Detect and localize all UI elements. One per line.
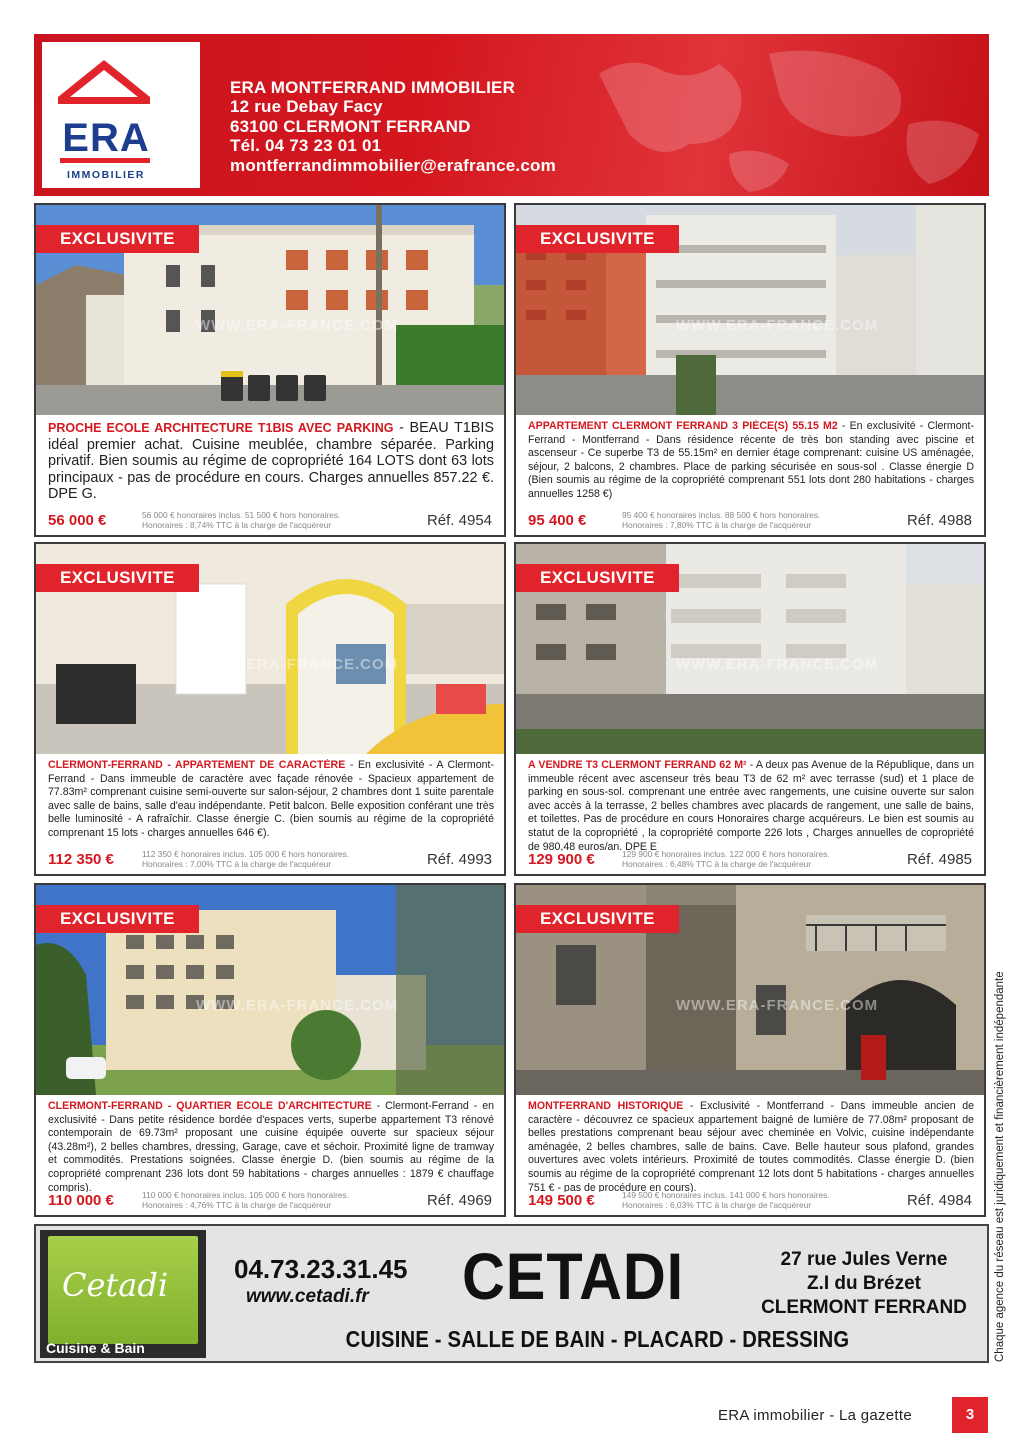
listing-reference: Réf. 4993 [426,851,492,868]
listing-fees [622,849,872,869]
listing-price: 110 000 € [48,1192,114,1209]
listing-fees [142,849,392,869]
fees-line: 56 000 € honoraires inclus. 51 500 € hors honoraires. [142,510,341,520]
property-photo[interactable] [36,885,504,1095]
fees-line: Honoraires : 7,80% TTC à la charge de l'acquéreur [622,520,812,530]
listing-reference: Réf. 4985 [906,851,972,868]
listing-price-bar [516,509,984,535]
listing-body: - BEAU T1BIS idéal premier achat. Cuisine meublée, chambre séparée. Parking privatif. Bien soumis au régime de copropriété 164 LOTS dont 63 lots principaux - pas de procédure en cours. Charges annuelles 857.22 €. DPE G. [48,420,494,503]
agency-header [34,34,989,196]
page-number: 3 [952,1397,988,1433]
photo-watermark: WWW.ERA-FRANCE.COM [676,997,879,1014]
listing-card[interactable] [514,542,986,876]
property-photo[interactable] [36,205,504,415]
era-logo-mark-icon [42,42,200,188]
listing-price-bar [36,509,504,535]
exclusivity-badge: EXCLUSIVITE [36,564,199,592]
listing-card[interactable] [514,883,986,1217]
listing-description [48,1100,494,1192]
listing-headline: CLERMONT-FERRAND - APPARTEMENT DE CARACTÈRE [48,759,346,771]
fees-line: Honoraires : 6,48% TTC à la charge de l'acquéreur [622,859,812,869]
listing-headline: APPARTEMENT CLERMONT FERRAND 3 PIÈCE(S) 55.15 M2 [528,420,838,432]
listing-reference: Réf. 4954 [426,512,492,529]
exclusivity-badge: EXCLUSIVITE [36,225,199,253]
fees-line: Honoraires : 7,00% TTC à la charge de l'acquéreur [142,859,332,869]
listing-body: - Exclusivité - Montferrand - Dans immeuble ancien de caractère - découvrez ce spacieux appartement baigné de lumière de 77.08m² proposant de belles prestations comprenant beau séjour avec cheminée en Volvic, cuisine indépendante aménagée, 2 belles chambres, salle de bains. Cave. Belle hauteur sous plafond, grandes ouvertures avec volets intérieurs. Proximité de toutes commodités. Classe énergie D. (bien soumis au régime de la copropriété comprenant 12 lots dont 5 habitations - charges annuelles 751 € - pas de procédure en cours). [528,1100,974,1192]
fees-line: 95 400 € honoraires inclus. 88 500 € hors honoraires. [622,510,821,520]
footer-title: ERA immobilier - La gazette [718,1407,913,1424]
listing-body: - En exclusivité - A Clermont-Ferrand - Dans immeuble de caractère avec façade rénovée - Spacieux appartement de 77.83m² comprenant cuisine semi-ouverte sur salon-séjour, 2 chambres dont 1 suite parentale avec salle de bains, salle d'eau indépendante. Petit balcon. Belle exposition conférant une très belle luminosité - A rafraîchir. Classe énergie C. (bien soumis au régime de la copropriété comprenant 15 lots - charges annuelles 646 €). [48,759,494,839]
fees-line: 112 350 € honoraires inclus. 105 000 € hors honoraires. [142,849,350,859]
listing-reference: Réf. 4984 [906,1192,972,1209]
fees-line: 129 900 € honoraires inclus. 122 000 € hors honoraires. [622,849,830,859]
listing-price-bar [516,848,984,874]
advert-brand: CETADI [462,1239,685,1313]
independence-disclaimer: Chaque agence du réseau est juridiquement et financièrement indépendante [994,971,1006,1362]
fees-line: Honoraires : 8,74% TTC à la charge de l'acquéreur [142,520,332,530]
listing-price: 95 400 € [528,512,587,529]
listing-card[interactable] [514,203,986,537]
agency-contact [230,78,556,175]
property-photo[interactable] [516,544,984,754]
listing-reference: Réf. 4988 [906,512,972,529]
listing-price: 112 350 € [48,851,114,868]
listing-body: - Clermont-Ferrand - en exclusivité - Dans petite résidence bordée d'espaces verts, superbe appartement T3 rénové contemporain de 69.73m² proposant une cuisine équipée ouverte sur spacieux séjour (43.28m²), 2 belles chambres, dressing, Garage, cave et séchoir. Proximité ligne de tramway et commodités. Prestations soignées. Classe énergie D. (bien soumis au régime de la copropriété comprenant 236 lots dont 59 habitations - charges annuelles : 1879 € chauffage compris). [48,1100,494,1192]
listing-fees [142,1190,392,1210]
listing-fees [622,1190,872,1210]
listing-price: 129 900 € [528,851,595,868]
cetadi-advert[interactable] [34,1224,989,1363]
listing-card[interactable] [34,203,506,537]
listing-description [528,759,974,851]
listing-headline: PROCHE ECOLE ARCHITECTURE T1BIS AVEC PARKING [48,421,394,435]
property-photo[interactable] [516,885,984,1095]
property-photo[interactable] [36,544,504,754]
photo-watermark: WWW.ERA-FRANCE.COM [196,317,399,334]
listing-headline: MONTFERRAND HISTORIQUE [528,1100,684,1112]
listing-price: 149 500 € [528,1192,595,1209]
agency-city: 63100 CLERMONT FERRAND [230,116,471,136]
era-logo [42,42,200,188]
fees-line: 149 500 € honoraires inclus. 141 000 € hors honoraires. [622,1190,830,1200]
advert-phone[interactable]: 04.73.23.31.45 [234,1254,408,1284]
fees-line: 110 000 € honoraires inclus. 105 000 € hors honoraires. [142,1190,350,1200]
agency-name: ERA MONTFERRAND IMMOBILIER [230,78,516,97]
property-photo[interactable] [516,205,984,415]
advert-address [748,1248,980,1320]
agency-street: 12 rue Debay Facy [230,97,383,117]
world-map-decoration [569,34,989,196]
listing-body: - A deux pas Avenue de la République, dans un immeuble récent avec ascenseur très beau T3 de 62 m² avec terrasse (sud) et 1 place de parking en sous-sol. comprenant une entrée avec rangements, une cuisine ouverte sur salon avec accès à la terrasse, 2 belles chambres avec placards de rangement, une salle de bains, et toilettes. Pas de procédure en cours Honoraires charge acquéreurs. Le bien est soumis au statut de la copropriété , la copropriété comporte 226 lots , Charges annuelles de copropriété de 980,48 euros/an. DPE E [528,759,974,851]
cetadi-logo [40,1230,206,1358]
listing-description [48,759,494,851]
listing-fees [142,510,392,530]
fees-line: Honoraires : 6,03% TTC à la charge de l'acquéreur [622,1200,812,1210]
listing-description [528,1100,974,1192]
era-logo-text: ERA [62,116,150,160]
advert-address-line: CLERMONT FERRAND [761,1297,967,1318]
listing-description [48,420,494,512]
exclusivity-badge: EXCLUSIVITE [516,905,679,933]
photo-watermark: WWW.ERA-FRANCE.COM [676,317,879,334]
exclusivity-badge: EXCLUSIVITE [516,225,679,253]
photo-watermark: WWW.ERA-FRANCE.COM [196,656,399,673]
advert-website[interactable]: www.cetadi.fr [246,1286,369,1307]
advert-address-line: 27 rue Jules Verne [780,1249,948,1270]
exclusivity-badge: EXCLUSIVITE [516,564,679,592]
listing-card[interactable] [34,542,506,876]
listing-price: 56 000 € [48,512,107,529]
listing-body: - En exclusivité - Clermont-Ferrand - Montferrand - Dans résidence récente de très bon standing avec piscine et ascenseur - Ce superbe T3 de 55.15m² en dernier étage comprenant: cuisine US aménagée, séjour, 2 balcons, 2 chambres. Place de parking sécurisée en sous-sol . Classe énergie D (Bien soumis au régime de la copropriété comprenant 551 lots dont 280 habitations - charges annuelles 1258 €) [528,420,974,500]
era-logo-subtext: IMMOBILIER [67,169,145,181]
exclusivity-badge: EXCLUSIVITE [36,905,199,933]
listing-headline: CLERMONT-FERRAND - QUARTIER ECOLE D'ARCHITECTURE [48,1100,372,1112]
agency-phone[interactable]: Tél. 04 73 23 01 01 [230,136,382,156]
photo-watermark: WWW.ERA-FRANCE.COM [196,997,399,1014]
advert-address-line: Z.I du Brézet [806,1273,921,1294]
listing-price-bar [516,1189,984,1215]
listing-price-bar [36,1189,504,1215]
listing-description [528,420,974,512]
listing-price-bar [36,848,504,874]
listing-reference: Réf. 4969 [426,1192,492,1209]
advert-slogan: CUISINE - SALLE DE BAIN - PLACARD - DRESSING [345,1326,850,1352]
photo-watermark: WWW.ERA-FRANCE.COM [676,656,879,673]
listing-headline: A VENDRE T3 CLERMONT FERRAND 62 M² [528,759,747,771]
agency-email[interactable]: montferrandimmobilier@erafrance.com [230,155,556,175]
listing-card[interactable] [34,883,506,1217]
cetadi-logo-tagline: Cuisine & Bain [46,1340,145,1356]
listing-fees [622,510,872,530]
fees-line: Honoraires : 4,76% TTC à la charge de l'acquéreur [142,1200,332,1210]
cetadi-logo-name: Cetadi [62,1266,169,1304]
